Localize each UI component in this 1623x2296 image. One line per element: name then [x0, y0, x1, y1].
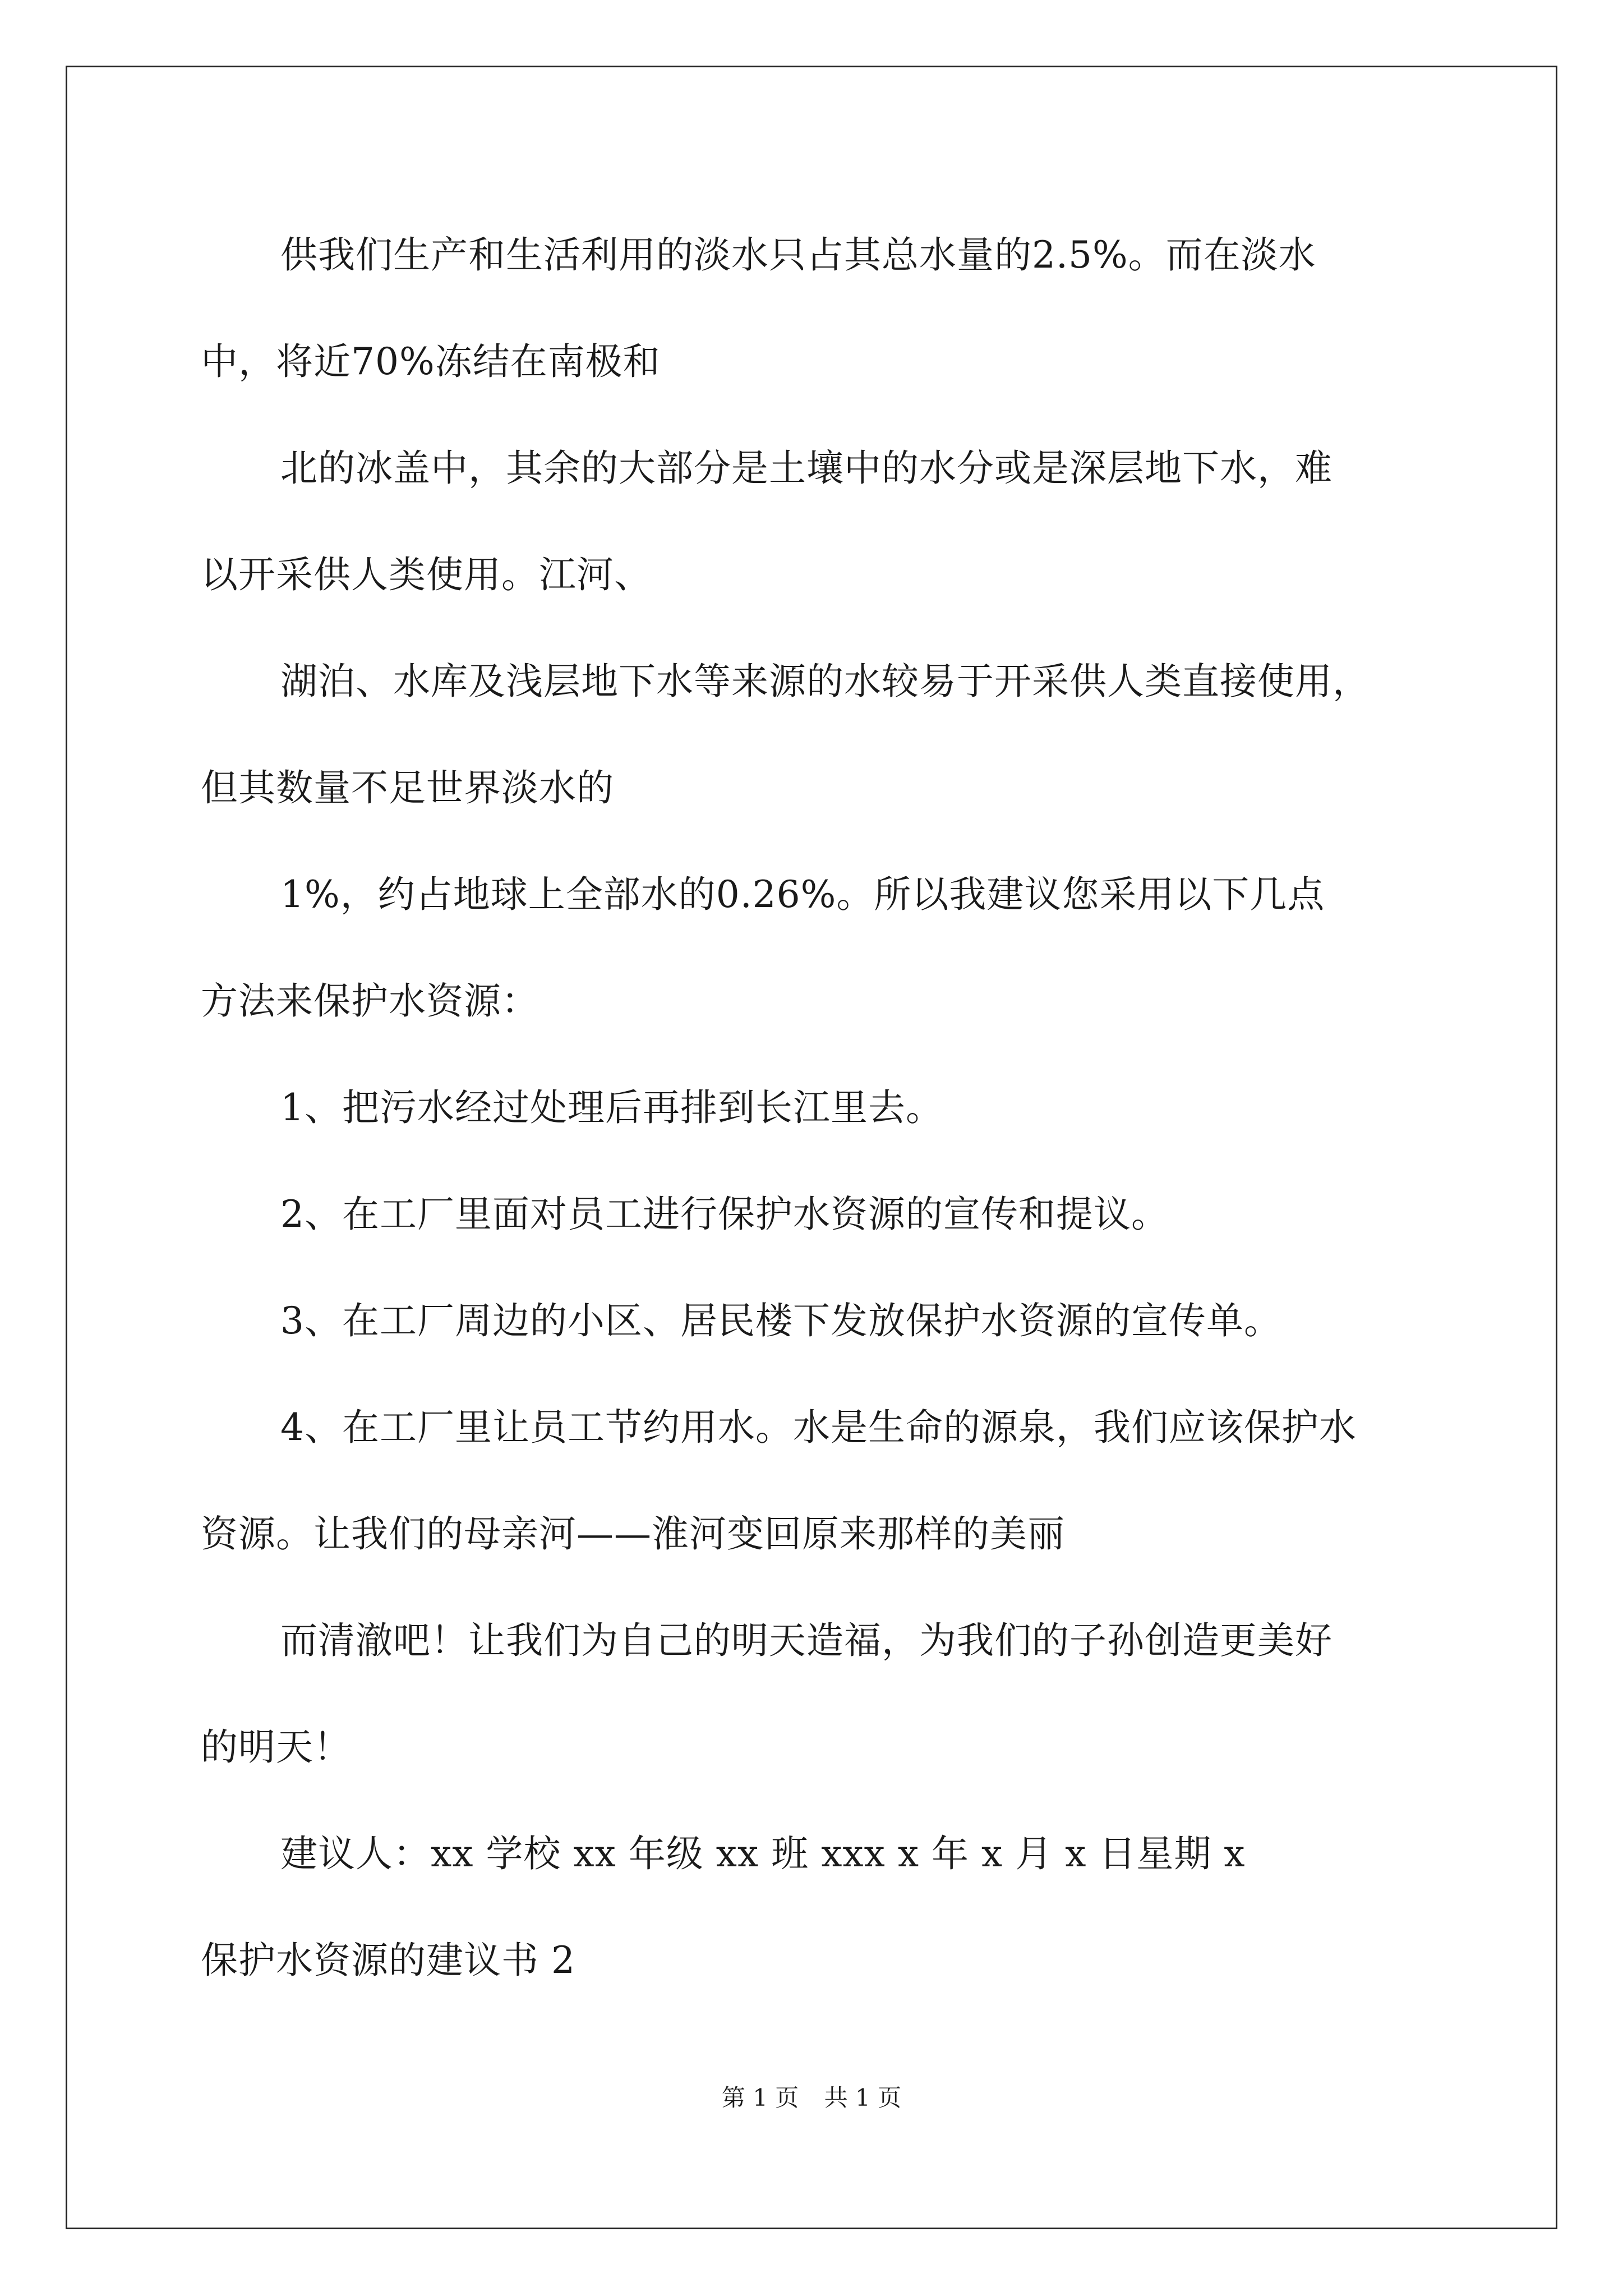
paragraph-line: 中，将近70%冻结在南极和	[201, 340, 661, 383]
paragraph-line: 但其数量不足世界淡水的	[201, 766, 614, 809]
paragraph-line: 资源。让我们的母亲河——淮河变回原来那样的美丽	[201, 1512, 1065, 1556]
signature-line: 建议人：xx 学校 xx 年级 xx 班 xxx x 年 x 月 x 日星期 x	[280, 1832, 1246, 1875]
paragraph-line: 北的冰盖中，其余的大部分是土壤中的水分或是深层地下水，难	[280, 447, 1332, 490]
paragraph-line: 以开采供人类使用。江河、	[201, 553, 652, 596]
paragraph-line: 而清澈吧！让我们为自己的明天造福，为我们的子孙创造更美好	[280, 1619, 1332, 1662]
list-item: 2、在工厂里面对员工进行保护水资源的宣传和提议。	[280, 1193, 1169, 1236]
list-item: 3、在工厂周边的小区、居民楼下发放保护水资源的宣传单。	[280, 1299, 1281, 1342]
section-title: 保护水资源的建议书 2	[201, 1939, 575, 1982]
paragraph-line: 的明天！	[201, 1726, 351, 1769]
paragraph-line: 1%，约占地球上全部水的0.26%。所以我建议您采用以下几点	[280, 873, 1325, 916]
paragraph-line: 供我们生产和生活利用的淡水只占其总水量的2.5%。而在淡水	[280, 233, 1316, 277]
page-number: 第 1 页	[721, 2084, 799, 2111]
page-footer	[0, 2084, 1623, 2112]
page-total: 共 1 页	[824, 2084, 902, 2111]
list-item: 1、把污水经过处理后再排到长江里去。	[280, 1086, 943, 1129]
list-item: 4、在工厂里让员工节约用水。水是生命的源泉，我们应该保护水	[280, 1406, 1357, 1449]
page-border	[66, 66, 1557, 2229]
paragraph-line: 方法来保护水资源：	[201, 979, 539, 1023]
paragraph-line: 湖泊、水库及浅层地下水等来源的水较易于开采供人类直接使用，	[280, 660, 1370, 703]
